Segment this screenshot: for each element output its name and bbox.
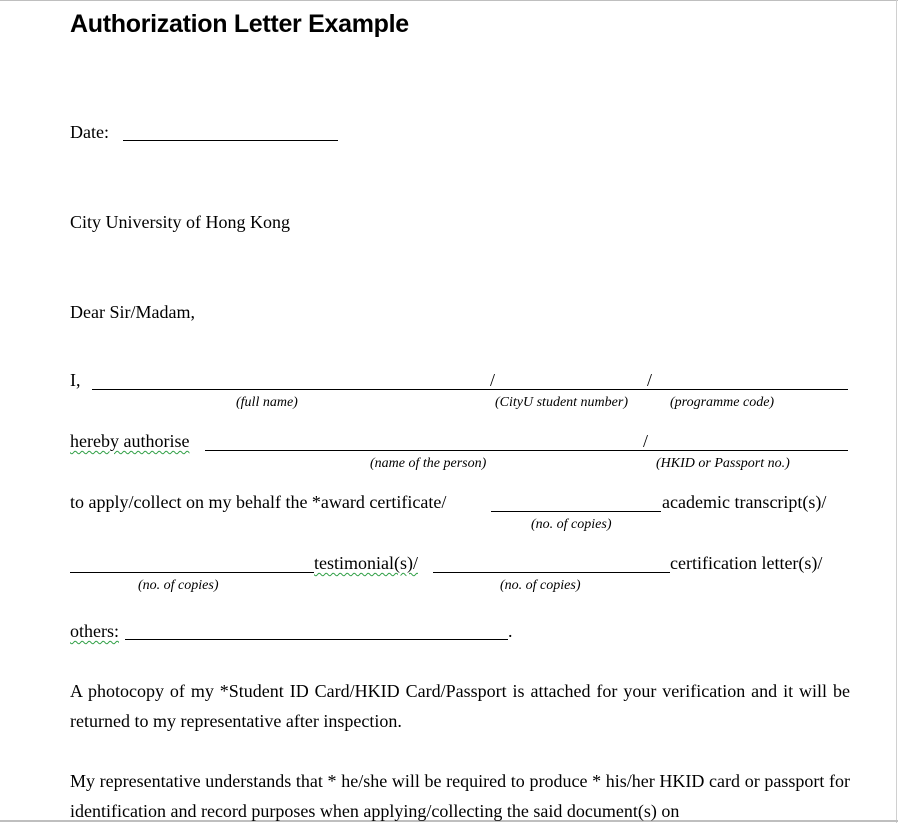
student-info-blank[interactable] <box>92 389 848 390</box>
others-blank[interactable] <box>125 639 508 640</box>
award-certificate-copies-blank[interactable] <box>491 511 661 512</box>
certification-letter-label: certification letter(s)/ <box>670 553 823 573</box>
copies-caption: (no. of copies) <box>500 578 581 593</box>
person-name-caption: (name of the person) <box>370 456 487 471</box>
page-right-border <box>896 0 897 823</box>
slash-separator: / <box>647 370 653 390</box>
date-blank[interactable] <box>123 140 338 141</box>
i-prefix: I, <box>70 370 81 390</box>
hkid-caption: (HKID or Passport no.) <box>656 456 790 471</box>
apply-collect-text: to apply/collect on my behalf the *award certificate/ <box>70 492 447 512</box>
academic-transcript-label: academic transcript(s)/ <box>662 492 827 512</box>
copies-caption: (no. of copies) <box>531 517 612 532</box>
representative-paragraph: My representative understands that * he/she will be required to produce * his/her HKID card or passport for identification and record purposes when applying/collecting the said document(s) on <box>70 771 850 821</box>
others-period: . <box>508 621 513 641</box>
photocopy-paragraph: A photocopy of my *Student ID Card/HKID Card/Passport is attached for your verification and it will be returned to my representative after inspection. <box>70 681 850 731</box>
testimonial-label: testimonial(s)/ <box>314 553 418 573</box>
student-number-caption: (CityU student number) <box>495 395 628 410</box>
page-top-border <box>0 0 898 1</box>
copies-caption: (no. of copies) <box>138 578 219 593</box>
slash-separator: / <box>643 431 649 451</box>
others-label: others: <box>70 621 119 641</box>
programme-code-caption: (programme code) <box>670 395 775 410</box>
testimonial-copies-blank[interactable] <box>433 572 670 573</box>
date-label: Date: <box>70 122 109 142</box>
salutation: Dear Sir/Madam, <box>70 302 195 322</box>
recipient-line: City University of Hong Kong <box>70 212 290 232</box>
authorise-label: hereby authorise <box>70 431 190 451</box>
full-name-caption: (full name) <box>236 395 298 410</box>
representative-blank[interactable] <box>205 450 848 451</box>
transcript-copies-blank[interactable] <box>70 572 314 573</box>
document-title: Authorization Letter Example <box>70 10 409 38</box>
slash-separator: / <box>490 370 496 390</box>
